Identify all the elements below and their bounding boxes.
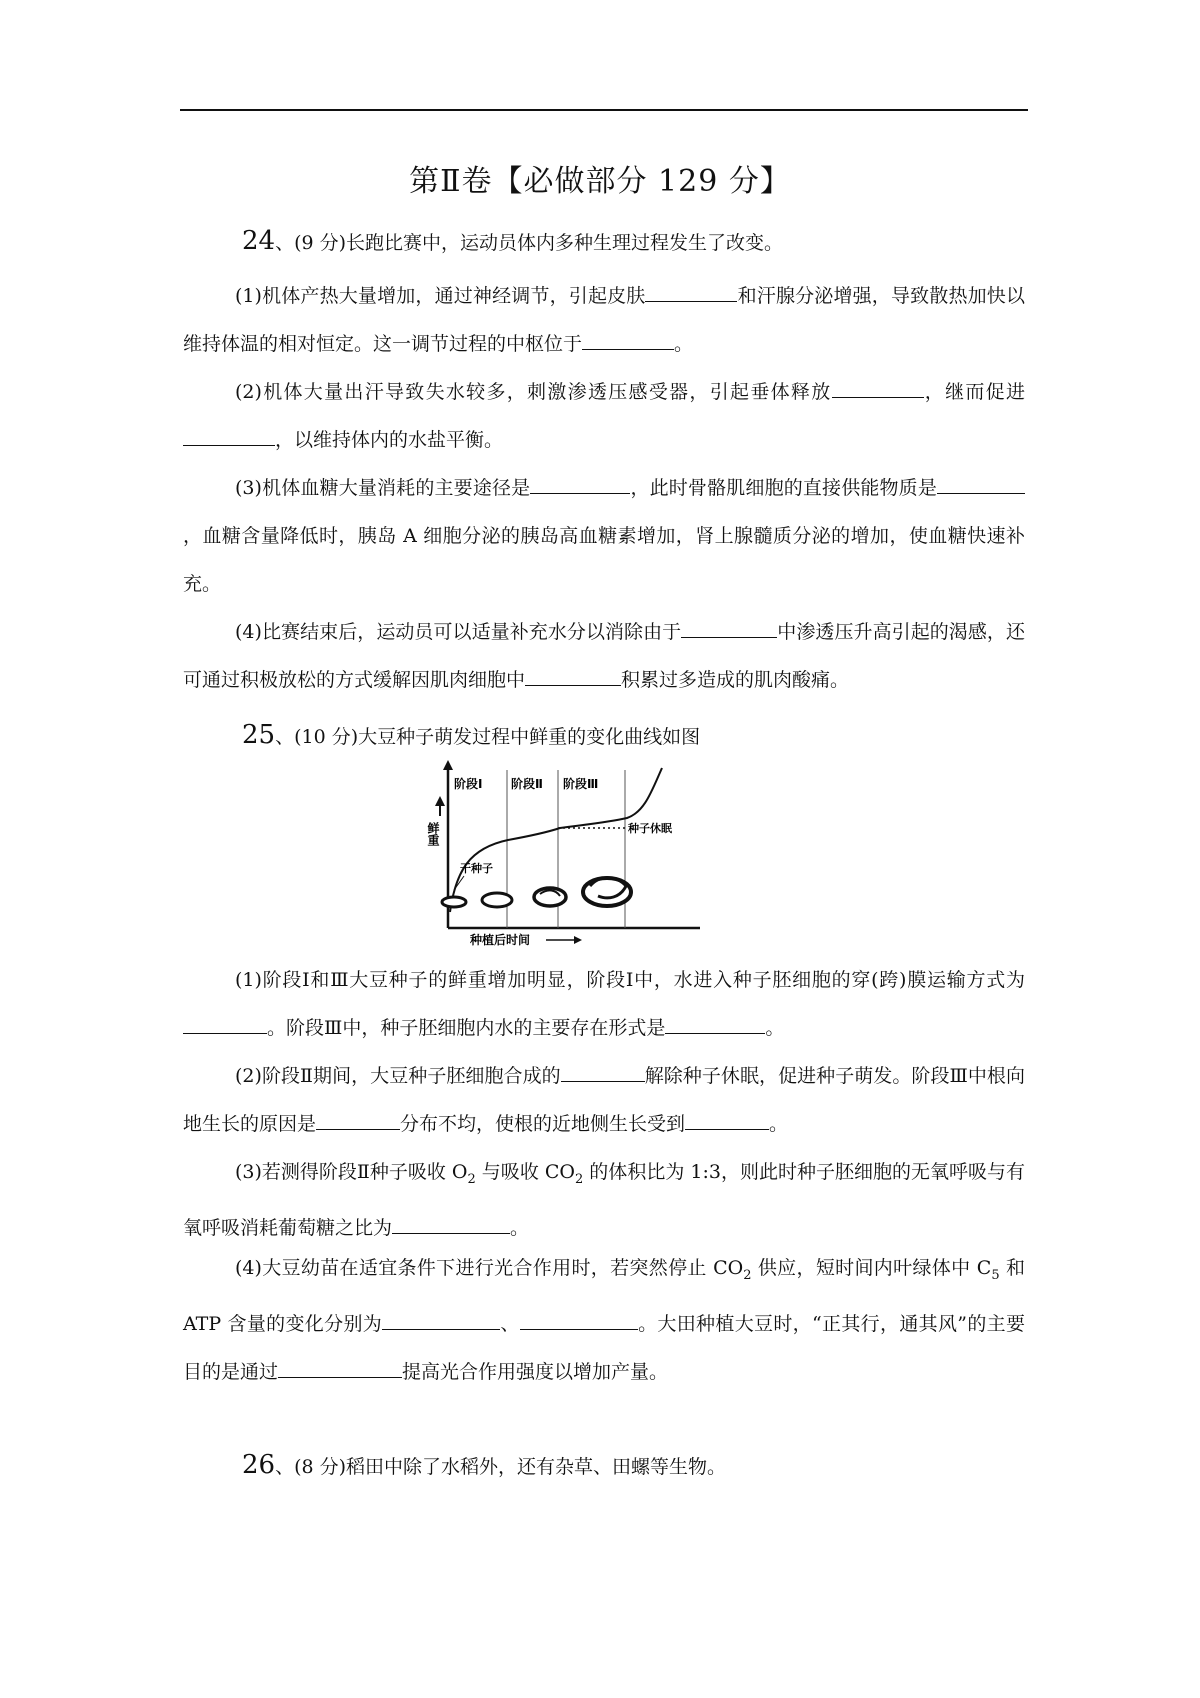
answer-blank[interactable]: [530, 475, 630, 494]
text: 和汗腺分泌增强，导致散热加快以维持体温的相对恒定。这一调节过程的中枢位于: [183, 285, 1025, 355]
text: (3)若测得阶段Ⅱ种子吸收 O: [235, 1161, 468, 1183]
text: 解除种子休眠，促进种子萌发。阶段Ⅲ中根向地生长的原因是: [183, 1065, 1025, 1135]
text: 供应，短时间内叶绿体中 C: [751, 1257, 992, 1279]
text: ，继而促进: [923, 381, 1025, 403]
text: 。: [674, 333, 694, 355]
seed-swelling-icon: [482, 893, 512, 907]
seed-fresh-weight-figure: [426, 760, 720, 947]
text: (2)机体大量出汗导致失水较多，刺激渗透压感受器，引起垂体释放: [235, 381, 832, 403]
text: 积累过多造成的肌肉酸痛。: [621, 669, 850, 691]
text: 与吸收 CO: [475, 1161, 575, 1183]
answer-blank[interactable]: [183, 427, 275, 446]
answer-blank[interactable]: [582, 331, 674, 350]
text: 。: [769, 1113, 789, 1135]
q24-part-4: [183, 608, 1025, 704]
stage-3-label: 阶段Ⅲ: [563, 777, 599, 791]
answer-blank[interactable]: [525, 667, 621, 686]
question-intro: 、(10 分)大豆种子萌发过程中鲜重的变化曲线如图: [275, 726, 701, 748]
seed-dry-icon: [442, 897, 466, 907]
question-intro: 、(9 分)长跑比赛中，运动员体内多种生理过程发生了改变。: [275, 232, 784, 254]
q24-part-3: [183, 464, 1025, 608]
q24-part-2: [183, 368, 1025, 464]
answer-blank[interactable]: [278, 1359, 402, 1378]
stage-1-label: 阶段Ⅰ: [454, 777, 483, 791]
answer-blank[interactable]: [520, 1311, 638, 1330]
text: ，血糖含量降低时，胰岛 A 细胞分泌的胰岛高血糖素增加，肾上腺髓质分泌的: [183, 525, 851, 547]
q25-part-1: [183, 956, 1025, 1052]
subscript: 2: [467, 1171, 476, 1187]
text: 。: [510, 1216, 530, 1239]
answer-blank[interactable]: [382, 1311, 500, 1330]
answer-blank[interactable]: [561, 1063, 645, 1082]
text: (4)大豆幼苗在适宜条件下进行光合作用时，若突然停止 CO: [235, 1257, 744, 1279]
q25-part-3: [183, 1148, 1025, 1252]
text: 的体积比为 1:3，则此时种子胚细胞的无氧呼吸与有氧呼吸消耗葡萄糖之比为: [183, 1161, 1025, 1239]
text: 。: [765, 1017, 785, 1039]
question-25-heading: [242, 720, 700, 750]
text: (1)机体产热大量增加，通过神经调节，引起皮肤: [235, 285, 646, 307]
text: 分布不均，使根的近地侧生长受到: [400, 1113, 686, 1135]
text: (1)阶段Ⅰ和Ⅲ大豆种子的鲜重增加明显，阶段Ⅰ中，水进入种子胚细胞的穿(跨)膜运输方式为: [235, 969, 1025, 991]
question-intro: 、(8 分)稻田中除了水稻外，还有杂草、田螺等生物。: [275, 1456, 727, 1478]
q25-part-4: [183, 1244, 1025, 1396]
answer-blank[interactable]: [392, 1215, 510, 1234]
text: 。大田种植大豆时，“正其行，通其风”的主要目的是通过: [183, 1312, 1025, 1383]
text: 、: [500, 1312, 520, 1335]
q25-part-2: [183, 1052, 1025, 1148]
answer-blank[interactable]: [681, 619, 777, 638]
subscript: 2: [743, 1267, 752, 1283]
text: ，此时骨骼肌细胞的直接供能物质是: [630, 477, 937, 499]
answer-blank[interactable]: [183, 1015, 267, 1034]
x-axis-label: 种植后时间: [470, 933, 531, 947]
answer-blank[interactable]: [316, 1111, 400, 1130]
xlabel-arrow-icon: [574, 936, 582, 944]
dormancy-label: 种子休眠: [628, 822, 672, 835]
text: 提高光合作用强度以增加产量。: [402, 1360, 669, 1383]
y-axis-label: 鲜重: [426, 822, 440, 846]
text: 增加，使血糖快速补充。: [183, 525, 1025, 595]
q24-part-1: [183, 272, 1025, 368]
section-title: 第Ⅱ卷【必做部分 129 分】: [409, 164, 791, 199]
text: (4)比赛结束后，运动员可以适量补充水分以消除由于: [235, 621, 682, 643]
question-number: 26: [242, 1450, 276, 1480]
question-number: 24: [242, 226, 276, 256]
question-24-heading: [242, 226, 783, 256]
text: 。阶段Ⅲ中，种子胚细胞内水的主要存在形式是: [267, 1017, 666, 1039]
text: 中渗透压升高引起的渴感，还可通过积极放松的方式缓解因肌肉细胞中: [183, 621, 1025, 691]
text: (2)阶段Ⅱ期间，大豆种子胚细胞合成的: [235, 1065, 561, 1087]
answer-blank[interactable]: [937, 475, 1025, 494]
y-axis-arrow-icon: [443, 760, 453, 770]
dry-seed-label: 干种子: [460, 862, 493, 875]
answer-blank[interactable]: [665, 1015, 765, 1034]
answer-blank[interactable]: [685, 1111, 769, 1130]
question-26-heading: [242, 1450, 726, 1480]
answer-blank[interactable]: [832, 379, 924, 398]
subscript: 2: [574, 1171, 584, 1187]
stage-2-label: 阶段Ⅱ: [511, 777, 543, 791]
text: (3)机体血糖大量消耗的主要途径是: [235, 477, 531, 499]
text: ，以维持体内的水盐平衡。: [275, 429, 504, 451]
subscript: 5: [991, 1267, 1000, 1283]
question-number: 25: [242, 720, 276, 750]
answer-blank[interactable]: [645, 283, 737, 302]
header-rule: [180, 109, 1028, 111]
text: 和 ATP 含量的变化分别为: [183, 1257, 1025, 1335]
